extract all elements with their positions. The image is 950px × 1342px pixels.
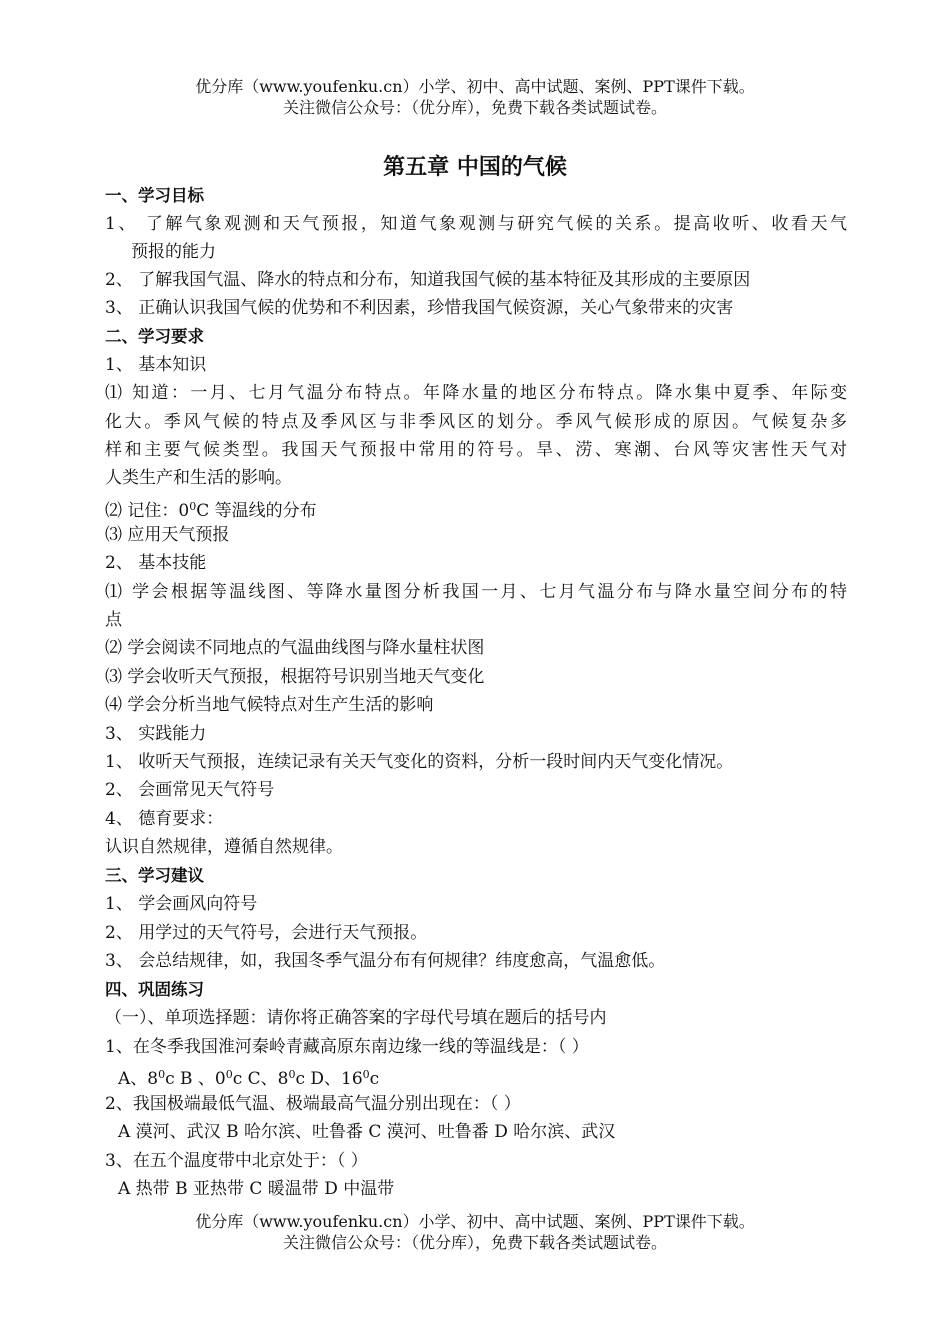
req-skill-4: ⑷ 学会分析当地气候特点对生产生活的影响 [105,695,434,715]
section-heading-goals: 一、学习目标 [105,186,204,205]
question-1: 1、在冬季我国淮河秦岭青藏高原东南边缘一线的等温线是：（ ） [105,1037,589,1057]
q1-option-c: c C、8 [232,1069,289,1089]
exercise-instructions: （一）、单项选择题：请你将正确答案的字母代号填在题后的括号内 [105,1008,607,1028]
header-line-2: 关注微信公众号：（优分库），免费下载各类试题试卷。 [282,98,667,117]
goal-1-line-2: 预报的能力 [131,242,216,262]
req-knowledge-line-3: 样和主要气候类型。我国天气预报中常用的符号。旱、涝、寒潮、台风等灾害性天气对 [105,440,847,460]
degree-superscript: 0 [362,1068,370,1081]
req-skill-2: ⑵ 学会阅读不同地点的气温曲线图与降水量柱状图 [105,638,485,658]
req-skill-3: ⑶ 学会收听天气预报，根据符号识别当地天气变化 [105,667,485,687]
req-knowledge-line-2: 化大。季风气候的特点及季风区与非季风区的划分。季风气候形成的原因。气候复杂多 [105,412,847,432]
page-footer [0,1211,950,1253]
req-practice-2: 2、 会画常见天气符号 [105,780,275,800]
degree-superscript: 0 [225,1068,233,1081]
goal-1-line-1: 1、 了解气象观测和天气预报，知道气象观测与研究气候的关系。提高收听、收看天气 [105,214,847,234]
req-skill-1-line-2: 点 [105,610,122,630]
section-heading-exercises: 四、巩固练习 [105,980,204,999]
req-basic-knowledge: 1、 基本知识 [105,355,207,375]
section-heading-suggestions: 三、学习建议 [105,866,204,885]
goal-3: 3、 正确认识我国气候的优势和不利因素，珍惜我国气候资源，关心气象带来的灾害 [105,298,734,318]
req-practice: 3、 实践能力 [105,724,207,744]
question-3-options: A 热带 B 亚热带 C 暖温带 D 中温带 [118,1179,395,1199]
q1-option-d: c D、16 [295,1069,363,1089]
req-knowledge-line-1: ⑴ 知道：一月、七月气温分布特点。年降水量的地区分布特点。降水集中夏季、年际变 [105,383,847,403]
req-knowledge-line-4: 人类生产和生活的影响。 [105,468,292,488]
header-line-1: 优分库（www.youfenku.cn）小学、初中、高中试题、案例、PPT课件下载。 [195,77,755,96]
req-skill-1-line-1: ⑴ 学会根据等温线图、等降水量图分析我国一月、七月气温分布与降水量空间分布的特 [105,582,847,602]
document-title: 第五章 中国的气候 [383,155,567,180]
req-remember-pre: ⑵ 记住：0 [105,501,190,521]
question-2: 2、我国极端最低气温、极端最高气温分别出现在：（ ） [105,1094,521,1114]
goal-2: 2、 了解我国气温、降水的特点和分布，知道我国气候的基本特征及其形成的主要原因 [105,270,751,290]
suggestion-3: 3、 会总结规律，如，我国冬季气温分布有何规律？纬度愈高，气温愈低。 [105,951,666,971]
q1-option-a: A、8 [118,1069,159,1089]
section-heading-requirements: 二、学习要求 [105,327,204,346]
degree-superscript: 0 [189,500,197,513]
req-basic-skills: 2、 基本技能 [105,553,207,573]
req-moral: 4、 德育要求： [105,809,224,829]
req-remember [105,496,317,522]
footer-line-1: 优分库（www.youfenku.cn）小学、初中、高中试题、案例、PPT课件下载。 [195,1212,755,1231]
q1-option-b: c B 、0 [165,1069,226,1089]
req-apply: ⑶ 应用天气预报 [105,525,230,545]
suggestion-2: 2、 用学过的天气符号，会进行天气预报。 [105,923,428,943]
page-header [0,76,950,118]
question-2-options: A 漠河、武汉 B 哈尔滨、吐鲁番 C 漠河、吐鲁番 D 哈尔滨、武汉 [118,1122,616,1142]
req-remember-post: C 等温线的分布 [196,501,317,521]
question-1-options [118,1064,379,1090]
question-3: 3、在五个温度带中北京处于：（ ） [105,1151,368,1171]
req-moral-text: 认识自然规律，遵循自然规律。 [105,837,343,857]
q1-option-end: c [369,1069,380,1089]
req-practice-1: 1、 收听天气预报，连续记录有关天气变化的资料，分析一段时间内天气变化情况。 [105,752,734,772]
footer-line-2: 关注微信公众号：（优分库），免费下载各类试题试卷。 [282,1233,667,1252]
suggestion-1: 1、 学会画风向符号 [105,894,258,914]
degree-superscript: 0 [288,1068,296,1081]
degree-superscript: 0 [158,1068,166,1081]
